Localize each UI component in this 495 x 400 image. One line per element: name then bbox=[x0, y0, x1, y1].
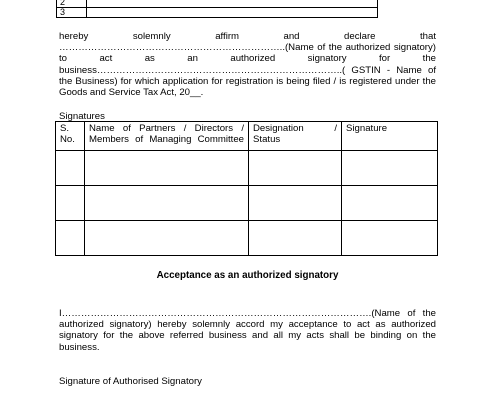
table-row bbox=[56, 221, 438, 256]
table-cell bbox=[56, 151, 85, 186]
table-row bbox=[56, 186, 438, 221]
table-cell bbox=[342, 151, 438, 186]
table-cell bbox=[249, 221, 342, 256]
table-cell bbox=[85, 221, 249, 256]
table-cell bbox=[87, 8, 378, 18]
serial-number-table bbox=[56, 0, 378, 18]
column-header-designation: Designation / Status bbox=[249, 122, 342, 151]
table-cell bbox=[342, 186, 438, 221]
column-header-sno: S. No. bbox=[56, 122, 85, 151]
signatures-heading: Signatures bbox=[59, 111, 105, 122]
serial-cell: 3 bbox=[57, 8, 87, 18]
table-cell bbox=[249, 151, 342, 186]
table-row bbox=[57, 0, 378, 8]
table-cell bbox=[56, 186, 85, 221]
declaration-paragraph: hereby solemnly affirm and declare that ……………………………………………………………..(Name of the authorized signatory) to act as an authorized signatory for the business…………………………………………………………………..( GSTIN - Name of the Business) for which application for registration is being filed / is registered under the Goods and Service Tax Act, 20__. bbox=[59, 31, 436, 99]
column-header-name: Name of Partners / Directors / Members of Managing Committee bbox=[85, 122, 249, 151]
table-cell bbox=[56, 221, 85, 256]
table-row bbox=[56, 151, 438, 186]
table-cell bbox=[249, 186, 342, 221]
signature-label: Signature of Authorised Signatory bbox=[59, 376, 202, 387]
table-cell bbox=[87, 0, 378, 8]
acceptance-title: Acceptance as an authorized signatory bbox=[156, 270, 339, 281]
table-cell bbox=[342, 221, 438, 256]
table-cell bbox=[85, 151, 249, 186]
column-header-signature: Signature bbox=[342, 122, 438, 151]
table-header-row bbox=[56, 122, 438, 151]
table-cell bbox=[85, 186, 249, 221]
acceptance-paragraph: I…………………………………………………………………………………….(Name of the authorized signatory) hereby solemnly accord my acceptance to act as authorized signatory for the above referred business and all my acts shall be binding on the business. bbox=[59, 308, 436, 353]
signatures-table bbox=[55, 121, 438, 256]
serial-cell: 2 bbox=[57, 0, 87, 8]
table-row bbox=[57, 8, 378, 18]
